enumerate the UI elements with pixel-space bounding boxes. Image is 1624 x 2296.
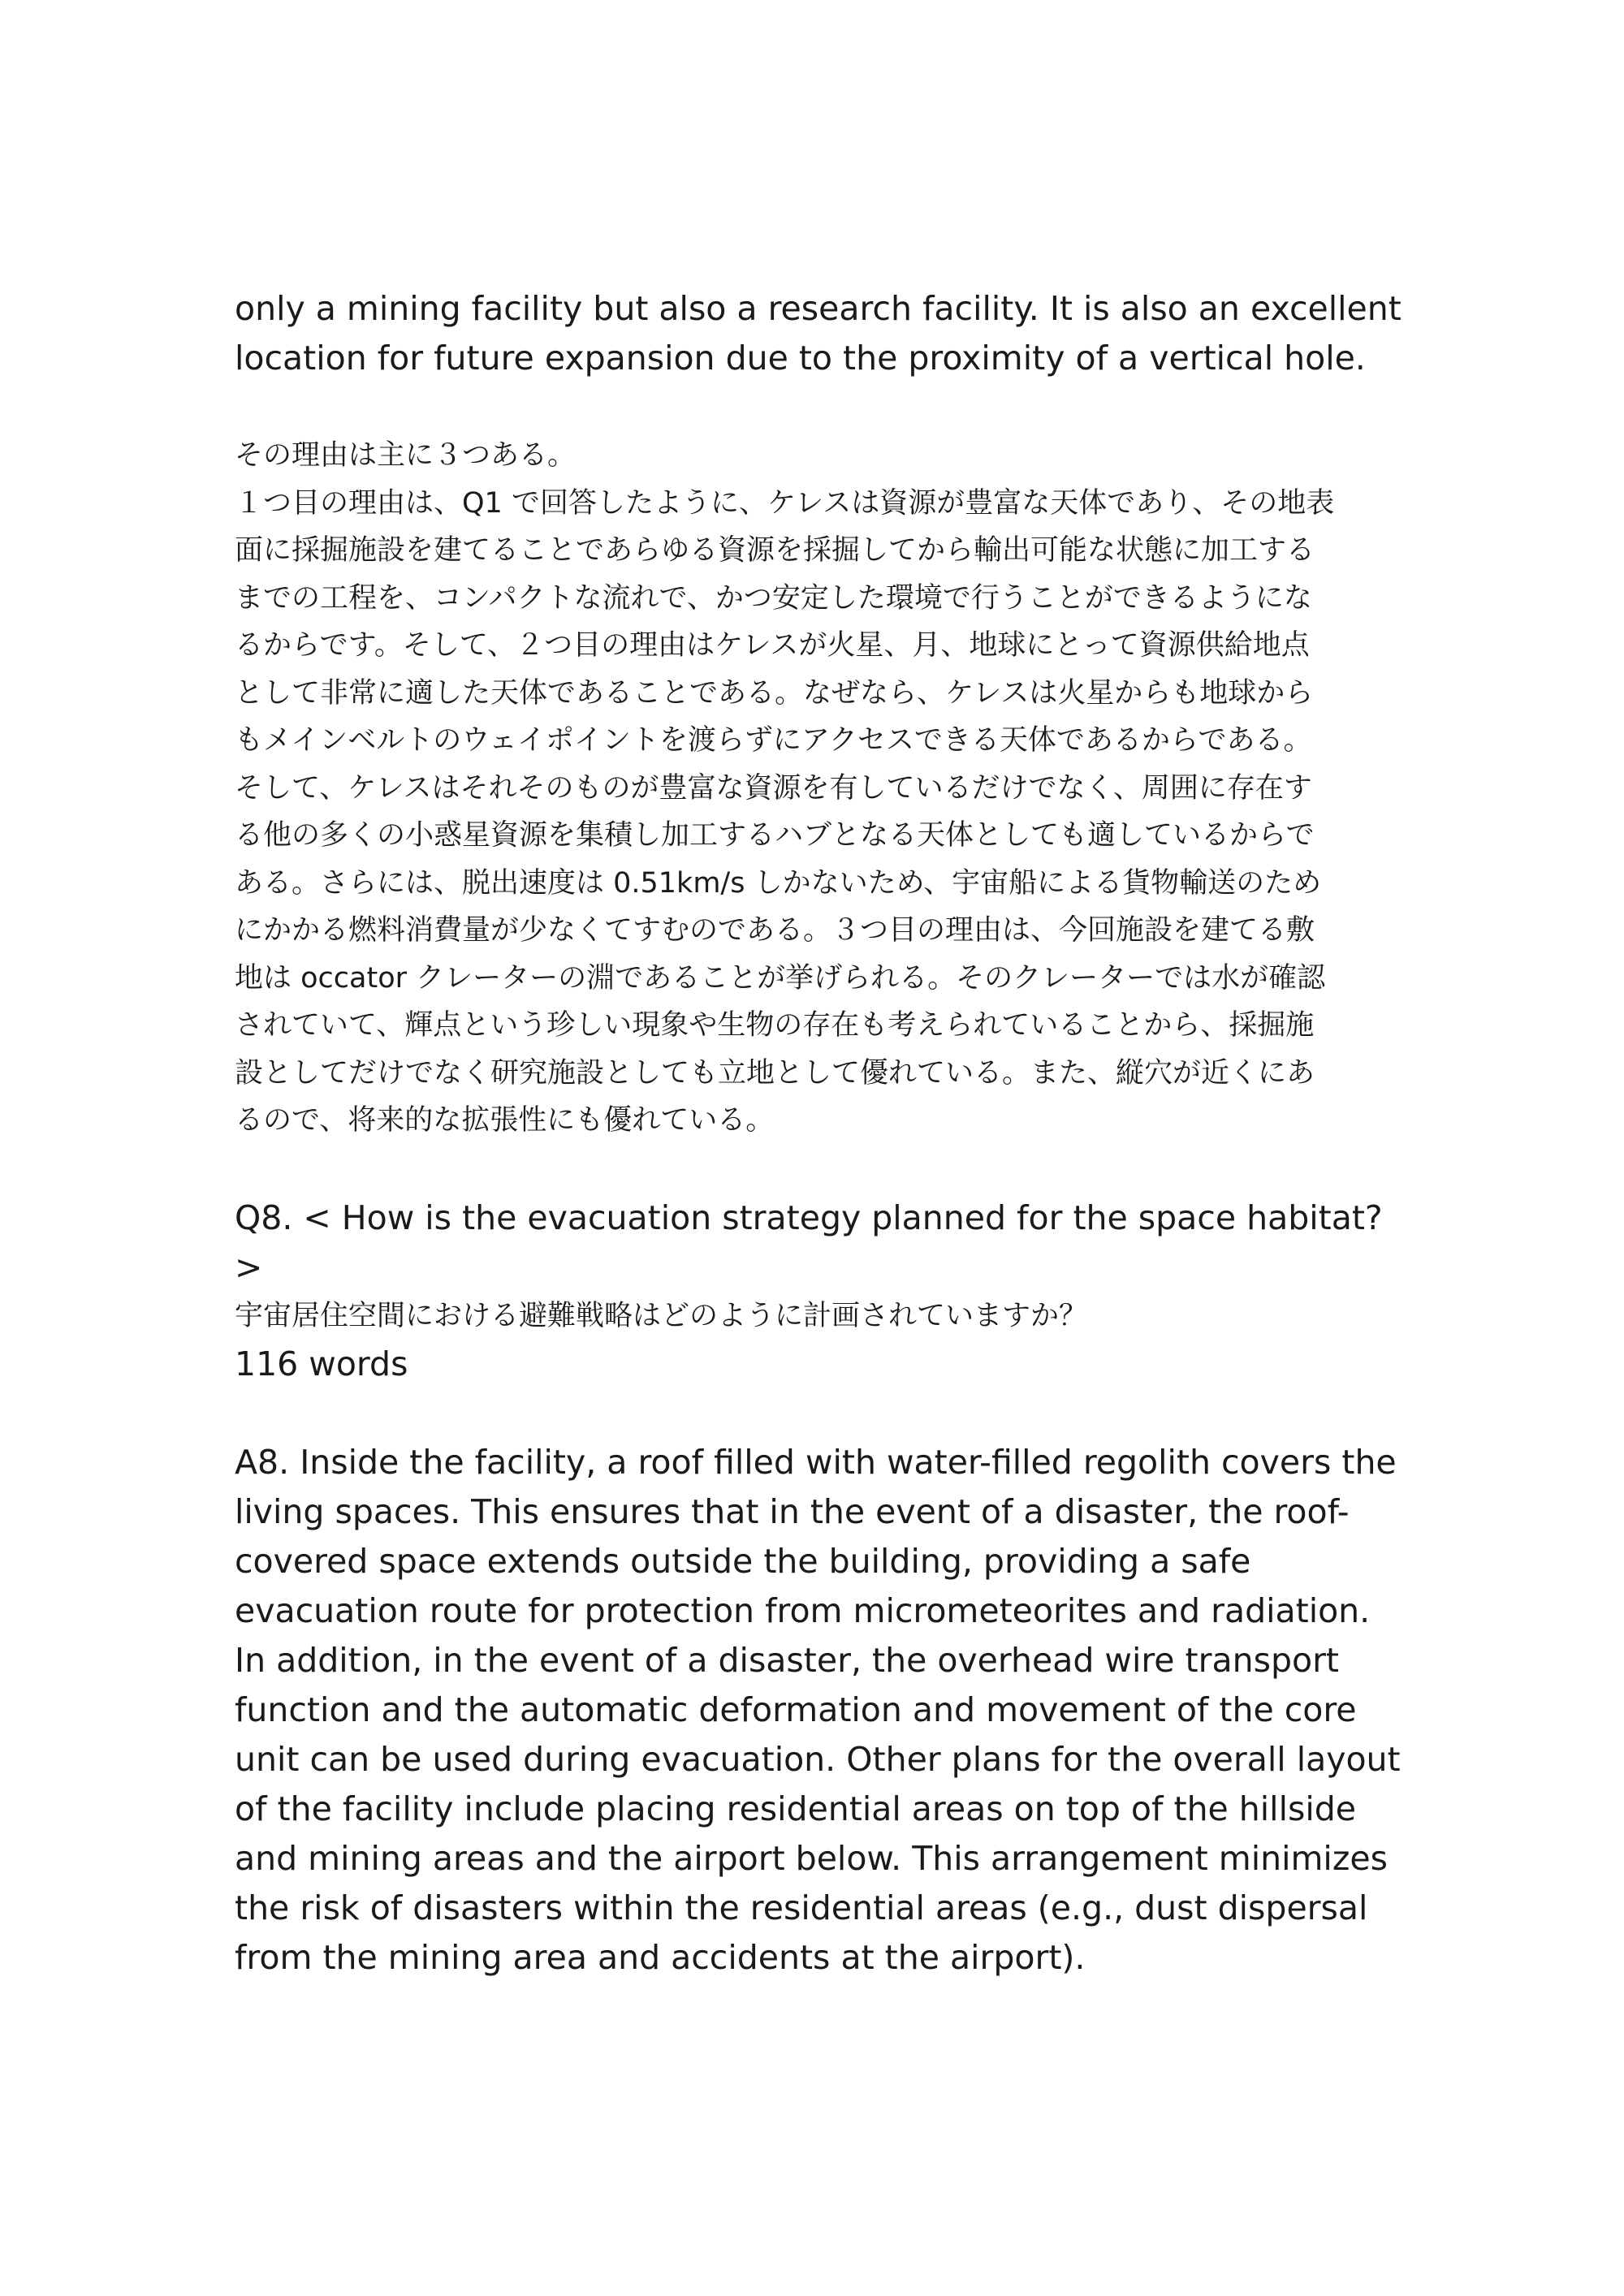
answer-7-english-continuation: only a mining facility but also a research facility. It is also an excellent location for future expansion due to the proximity of a vertical hole. bbox=[235, 289, 1402, 378]
question-8-japanese: 宇宙居住空間における避難戦略はどのように計画されていますか？ bbox=[235, 1299, 1088, 1332]
paragraph-spacer bbox=[235, 1389, 1412, 1438]
answer-7-japanese-body: １つ目の理由は、Q1 で回答したように、ケレスは資源が豊富な天体であり、その地表 面に採掘施設を建てることであらゆる資源を採掘してから輸出可能な状態に加工する までの工程を、コンパクトな流れで、かつ安定した環境で行うことができるようにな るからです。そして、２つ目の理由はケレスが火星、月、地球にとって資源供給地点 として非常に適した天体であることである。なぜなら、ケレスは火星からも地球から もメインベルトのウェイポイントを渡らずにアクセスできる天体であるからである。 そして、ケレスはそれそのものが豊富な資源を有しているだけでなく、周囲に存在す る他の多くの小惑星資源を集積し加工するハブとなる天体としても適しているからで ある。さらには、脱出速度は 0.51km/s しかないため、宇宙船による貨物輸送のため にかかる燃料消費量が少なくてすむのである。３つ目の理由は、今回施設を建てる敷 地は occator クレーターの淵であることが挙げられる。そのクレーターでは水が確認 されていて、輝点という珍しい現象や生物の存在も考えられていることから、採掘施 設としてだけでなく研究施設としても立地として優れている。また、縦穴が近くにあ るので、将来的な拡張性にも優れている。 bbox=[235, 486, 1335, 1137]
paragraph-spacer bbox=[235, 1145, 1412, 1193]
question-8-word-count: 116 words bbox=[235, 1344, 408, 1383]
answer-8-english: A8. Inside the facility, a roof filled with water-filled regolith covers the living spaces. This ensures that in the event of a disaster, the roof- covered space extends outside the building, providing a safe evacuation route for protection from micrometeorites and radiation. In addition, in the event of a disaster, the overhead wire transport function and the automatic deformation and movement of the core unit can be used during evacuation. Other plans for the overall layout of the facility include placing residential areas on top of the hillside and mining areas and the airport below. This arrangement minimizes the risk of disasters within the residential areas (e.g., dust dispersal from the mining area and accidents at the airport). bbox=[235, 1443, 1401, 1977]
question-8-english: Q8. < How is the evacuation strategy planned for the space habitat? > bbox=[235, 1198, 1383, 1287]
answer-7-japanese-intro: その理由は主に３つある。 bbox=[235, 439, 577, 472]
document-body bbox=[235, 284, 1412, 1983]
paragraph-spacer bbox=[235, 383, 1412, 432]
